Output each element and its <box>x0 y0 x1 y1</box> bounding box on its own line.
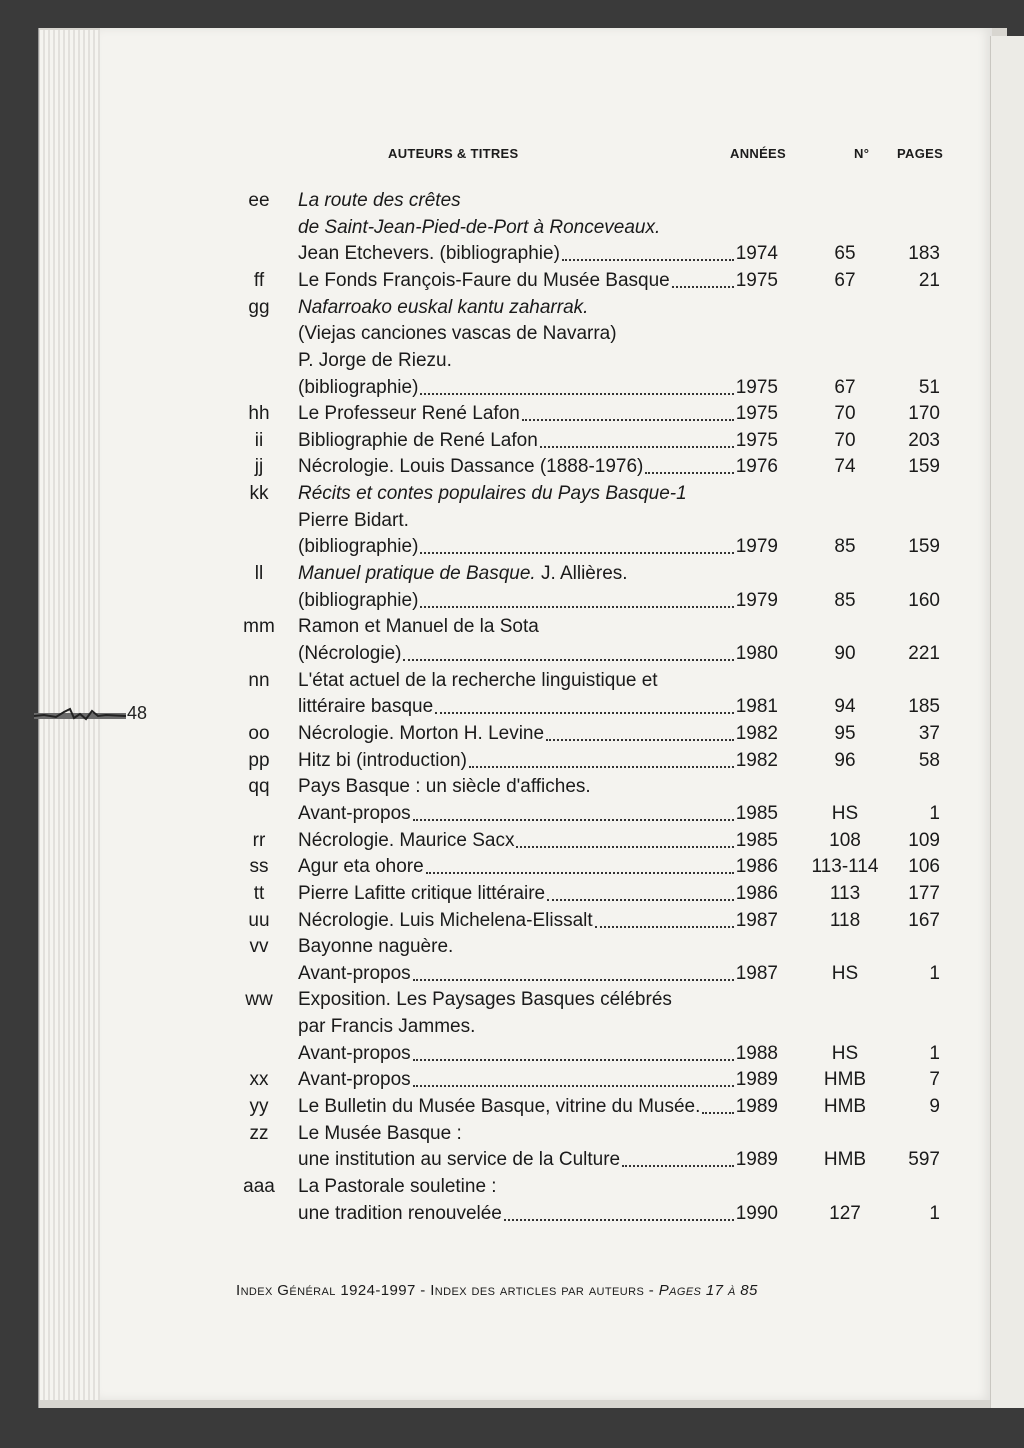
entry-issue-number: 70 <box>834 430 856 451</box>
entry-page: 37 <box>918 723 940 744</box>
entry-title: Avant-propos <box>298 963 411 984</box>
index-row <box>0 614 1024 640</box>
entry-page: 1 <box>929 963 940 984</box>
entry-year: 1986 <box>735 883 778 904</box>
entry-year: 1989 <box>735 1069 778 1090</box>
entry-title-with-leader <box>298 1094 778 1120</box>
index-row <box>0 1174 1024 1200</box>
entry-title-with-leader <box>298 268 778 294</box>
dot-leader <box>413 1058 734 1061</box>
index-row <box>0 534 1024 560</box>
entry-title-text: La route des crêtes <box>298 190 461 211</box>
entry-title: Hitz bi (introduction) <box>298 750 467 771</box>
entry-title <box>298 321 617 347</box>
entry-year: 1975 <box>735 430 778 451</box>
index-row <box>0 348 1024 374</box>
entry-title: Pierre Lafitte critique littéraire <box>298 883 546 904</box>
entry-title-text: La Pastorale souletine : <box>298 1176 497 1197</box>
entry-title-with-leader <box>298 534 778 560</box>
entry-issue-number: 113-114 <box>811 856 879 877</box>
entry-year: 1975 <box>735 403 778 424</box>
entry-issue-number: 95 <box>834 723 856 744</box>
entry-title <box>298 774 591 800</box>
entry-title-with-leader <box>298 588 778 614</box>
index-row <box>0 508 1024 534</box>
header-number: N° <box>854 146 870 161</box>
entry-page: 597 <box>908 1149 940 1170</box>
entry-code: rr <box>252 830 266 851</box>
page-footer <box>236 1282 758 1299</box>
entry-title <box>298 614 539 640</box>
index-row <box>0 481 1024 507</box>
index-row <box>0 561 1024 587</box>
entry-issue-number: HS <box>831 803 859 824</box>
entry-title-text: Ramon et Manuel de la Sota <box>298 616 539 637</box>
entry-title-text: P. Jorge de Riezu. <box>298 350 452 371</box>
entry-code: kk <box>249 483 269 504</box>
entry-code: aaa <box>243 1176 275 1197</box>
entry-title-with-leader <box>298 428 778 454</box>
entry-issue-number: HMB <box>823 1069 867 1090</box>
entry-title-with-leader <box>298 1041 778 1067</box>
entry-page: 185 <box>908 696 940 717</box>
index-row <box>0 748 1024 774</box>
index-row <box>0 215 1024 241</box>
header-pages: PAGES <box>897 146 944 161</box>
entry-code: ww <box>245 989 273 1010</box>
entry-code: qq <box>248 776 270 797</box>
entry-year: 1979 <box>735 590 778 611</box>
entry-year: 1985 <box>735 803 778 824</box>
thumb-index-page-number: 48 <box>127 703 148 723</box>
entry-title-text: Manuel pratique de Basque. <box>298 563 536 584</box>
entry-title <box>298 508 409 534</box>
index-row <box>0 721 1024 747</box>
entry-code: nn <box>248 670 270 691</box>
index-row <box>0 774 1024 800</box>
entry-title <box>298 1174 497 1200</box>
entry-page: 51 <box>918 377 940 398</box>
dot-leader <box>504 1218 734 1221</box>
dot-leader <box>595 925 734 928</box>
entry-title <box>298 668 658 694</box>
index-row <box>0 908 1024 934</box>
thumb-index-tab <box>34 706 126 724</box>
header-authors-titles: AUTEURS & TITRES <box>388 146 519 161</box>
entry-issue-number: 118 <box>829 910 861 931</box>
entry-title-text: L'état actuel de la recherche linguistique et <box>298 670 658 691</box>
entry-page: 1 <box>929 1043 940 1064</box>
entry-title <box>298 561 628 587</box>
footer-pages: Pages 17 à 85 <box>658 1282 758 1299</box>
dot-leader <box>420 551 733 554</box>
entry-title-with-leader <box>298 854 778 880</box>
entry-title: Le Fonds François-Faure du Musée Basque <box>298 270 670 291</box>
entry-page: 170 <box>908 403 940 424</box>
entry-title: Nécrologie. Maurice Sacx <box>298 830 515 851</box>
index-row <box>0 268 1024 294</box>
index-row <box>0 881 1024 907</box>
entry-title: Avant-propos <box>298 803 411 824</box>
entry-title-text: Bayonne naguère. <box>298 936 454 957</box>
dot-leader <box>702 1111 733 1114</box>
entry-year: 1982 <box>735 723 778 744</box>
entry-page: 159 <box>908 536 940 557</box>
entry-year: 1976 <box>735 456 778 477</box>
index-row <box>0 961 1024 987</box>
dot-leader <box>622 1164 734 1167</box>
entry-author: J. Allières. <box>535 563 628 584</box>
entry-title-text: Exposition. Les Paysages Basques célébrés <box>298 989 672 1010</box>
entry-title: Agur eta ohore <box>298 856 424 877</box>
entry-page: 203 <box>908 430 940 451</box>
entry-title: Le Professeur René Lafon <box>298 403 520 424</box>
entry-issue-number: 85 <box>834 590 856 611</box>
entry-title-with-leader <box>298 1201 778 1227</box>
entry-year: 1988 <box>735 1043 778 1064</box>
entry-title-text: de Saint-Jean-Pied-de-Port à Ronceveaux. <box>298 217 661 238</box>
dot-leader <box>540 445 734 448</box>
entry-issue-number: 67 <box>834 377 856 398</box>
entry-code: ee <box>248 190 270 211</box>
dot-leader <box>516 845 733 848</box>
entry-issue-number: 90 <box>834 643 856 664</box>
entry-issue-number: HS <box>831 963 859 984</box>
entry-code: ii <box>254 430 264 451</box>
dot-leader <box>420 392 733 395</box>
dot-leader <box>562 258 734 261</box>
entry-issue-number: 127 <box>829 1203 861 1224</box>
entry-issue-number: 108 <box>829 830 861 851</box>
dot-leader <box>403 658 733 661</box>
index-row <box>0 295 1024 321</box>
dot-leader <box>469 765 734 768</box>
entry-title: une institution au service de la Culture <box>298 1149 621 1170</box>
entry-title <box>298 348 452 374</box>
entry-page: 177 <box>908 883 940 904</box>
entry-title: Le Bulletin du Musée Basque, vitrine du Musée. <box>298 1096 701 1117</box>
dot-leader <box>672 285 734 288</box>
index-row <box>0 694 1024 720</box>
index-row <box>0 1121 1024 1147</box>
index-row <box>0 401 1024 427</box>
entry-page: 58 <box>918 750 940 771</box>
entry-page: 7 <box>929 1069 940 1090</box>
entry-title <box>298 215 660 241</box>
entry-title: Nécrologie. Luis Michelena-Elissalt <box>298 910 593 931</box>
footer-title: Index Général 1924-1997 - Index des articles par auteurs - <box>236 1282 659 1299</box>
index-row <box>0 1014 1024 1040</box>
index-row <box>0 428 1024 454</box>
entry-page: 109 <box>908 830 940 851</box>
index-row <box>0 454 1024 480</box>
entry-title-text: Nafarroako euskal kantu zaharrak. <box>298 297 589 318</box>
entry-title-with-leader <box>298 748 778 774</box>
entry-page: 1 <box>929 1203 940 1224</box>
index-row <box>0 641 1024 667</box>
entry-code: gg <box>248 297 270 318</box>
entry-issue-number: 67 <box>834 270 856 291</box>
entry-title-with-leader <box>298 801 778 827</box>
entry-title-with-leader <box>298 401 778 427</box>
entry-issue-number: HMB <box>823 1149 867 1170</box>
entry-year: 1981 <box>735 696 778 717</box>
entry-title: (Nécrologie) <box>298 643 402 664</box>
entry-title <box>298 1014 475 1040</box>
entry-title-with-leader <box>298 375 778 401</box>
entry-year: 1975 <box>735 270 778 291</box>
index-row <box>0 987 1024 1013</box>
entry-title <box>298 1121 462 1147</box>
entry-title-with-leader <box>298 641 778 667</box>
entry-title-text: (Viejas canciones vascas de Navarra) <box>298 323 617 344</box>
entry-code: yy <box>249 1096 269 1117</box>
entry-title-with-leader <box>298 881 778 907</box>
entry-year: 1982 <box>735 750 778 771</box>
entry-title: Bibliographie de René Lafon <box>298 430 538 451</box>
entry-title-with-leader <box>298 1147 778 1173</box>
index-row <box>0 1041 1024 1067</box>
entry-code: oo <box>248 723 270 744</box>
entry-title: (bibliographie) <box>298 590 419 611</box>
entry-title: une tradition renouvelée <box>298 1203 502 1224</box>
entry-title <box>298 934 453 960</box>
entry-year: 1985 <box>735 830 778 851</box>
entry-title-with-leader <box>298 721 778 747</box>
entry-page: 183 <box>908 243 940 264</box>
index-row <box>0 934 1024 960</box>
entry-title <box>298 481 687 507</box>
entry-code: uu <box>248 910 270 931</box>
dot-leader <box>645 471 733 474</box>
entry-title <box>298 188 461 214</box>
entry-title-text: Le Musée Basque : <box>298 1123 462 1144</box>
entry-year: 1974 <box>735 243 778 264</box>
index-row <box>0 854 1024 880</box>
entry-code: hh <box>248 403 270 424</box>
dot-leader <box>426 871 734 874</box>
entry-page: 106 <box>908 856 940 877</box>
entry-title-with-leader <box>298 241 778 267</box>
entry-code: vv <box>249 936 269 957</box>
index-row <box>0 241 1024 267</box>
entry-title: Nécrologie. Louis Dassance (1888-1976) <box>298 456 644 477</box>
entry-code: pp <box>248 750 270 771</box>
dot-leader <box>546 738 734 741</box>
entry-code: ss <box>249 856 269 877</box>
dot-leader <box>522 418 734 421</box>
entry-title: Avant-propos <box>298 1043 411 1064</box>
dot-leader <box>413 1084 734 1087</box>
header-years: ANNÉES <box>730 146 786 161</box>
entry-title-text: Pierre Bidart. <box>298 510 409 531</box>
entry-year: 1987 <box>735 963 778 984</box>
entry-title-with-leader <box>298 908 778 934</box>
index-row <box>0 1147 1024 1173</box>
entry-title-with-leader <box>298 694 778 720</box>
entry-year: 1986 <box>735 856 778 877</box>
index-row <box>0 801 1024 827</box>
entry-page: 221 <box>908 643 940 664</box>
entry-title-text: Récits et contes populaires du Pays Basque-1 <box>298 483 687 504</box>
entry-code: tt <box>253 883 265 904</box>
entry-page: 167 <box>908 910 940 931</box>
entry-code: zz <box>249 1123 269 1144</box>
entry-title-text: par Francis Jammes. <box>298 1016 476 1037</box>
entry-year: 1980 <box>735 643 778 664</box>
entry-code: ll <box>254 563 264 584</box>
entry-issue-number: 94 <box>834 696 856 717</box>
entry-code: xx <box>249 1069 269 1090</box>
entry-page: 160 <box>908 590 940 611</box>
entry-title: Nécrologie. Morton H. Levine <box>298 723 545 744</box>
entry-code: jj <box>254 456 264 477</box>
entry-page: 21 <box>918 270 940 291</box>
entry-title: Jean Etchevers. (bibliographie) <box>298 243 560 264</box>
dot-leader <box>435 711 734 714</box>
entry-title-text: Pays Basque : un siècle d'affiches. <box>298 776 591 797</box>
entry-issue-number: 96 <box>834 750 856 771</box>
entry-issue-number: 74 <box>834 456 856 477</box>
entry-title-with-leader <box>298 961 778 987</box>
entry-title-with-leader <box>298 454 778 480</box>
entry-code: mm <box>243 616 275 637</box>
entry-year: 1987 <box>735 910 778 931</box>
index-row <box>0 668 1024 694</box>
entry-title <box>298 295 588 321</box>
entry-title-with-leader <box>298 1067 778 1093</box>
index-row <box>0 1094 1024 1120</box>
entry-code: ff <box>253 270 265 291</box>
entry-title: littéraire basque <box>298 696 434 717</box>
entry-title: Avant-propos <box>298 1069 411 1090</box>
index-row <box>0 828 1024 854</box>
entry-page: 159 <box>908 456 940 477</box>
entry-title: (bibliographie) <box>298 377 419 398</box>
index-row <box>0 588 1024 614</box>
dot-leader <box>547 898 734 901</box>
entry-year: 1989 <box>735 1096 778 1117</box>
entry-year: 1989 <box>735 1149 778 1170</box>
dot-leader <box>413 978 734 981</box>
index-row <box>0 321 1024 347</box>
entry-issue-number: 70 <box>834 403 856 424</box>
entry-year: 1990 <box>735 1203 778 1224</box>
dot-leader <box>413 818 734 821</box>
entry-issue-number: HMB <box>823 1096 867 1117</box>
entry-issue-number: 85 <box>834 536 856 557</box>
entry-year: 1979 <box>735 536 778 557</box>
entry-title: (bibliographie) <box>298 536 419 557</box>
index-row <box>0 188 1024 214</box>
entry-issue-number: 65 <box>834 243 856 264</box>
index-row <box>0 1067 1024 1093</box>
index-row <box>0 375 1024 401</box>
entry-issue-number: 113 <box>829 883 861 904</box>
index-row <box>0 1201 1024 1227</box>
entry-title <box>298 987 672 1013</box>
entry-title-with-leader <box>298 828 778 854</box>
entry-issue-number: HS <box>831 1043 859 1064</box>
entry-page: 9 <box>929 1096 940 1117</box>
entry-year: 1975 <box>735 377 778 398</box>
entry-page: 1 <box>929 803 940 824</box>
dot-leader <box>420 605 733 608</box>
